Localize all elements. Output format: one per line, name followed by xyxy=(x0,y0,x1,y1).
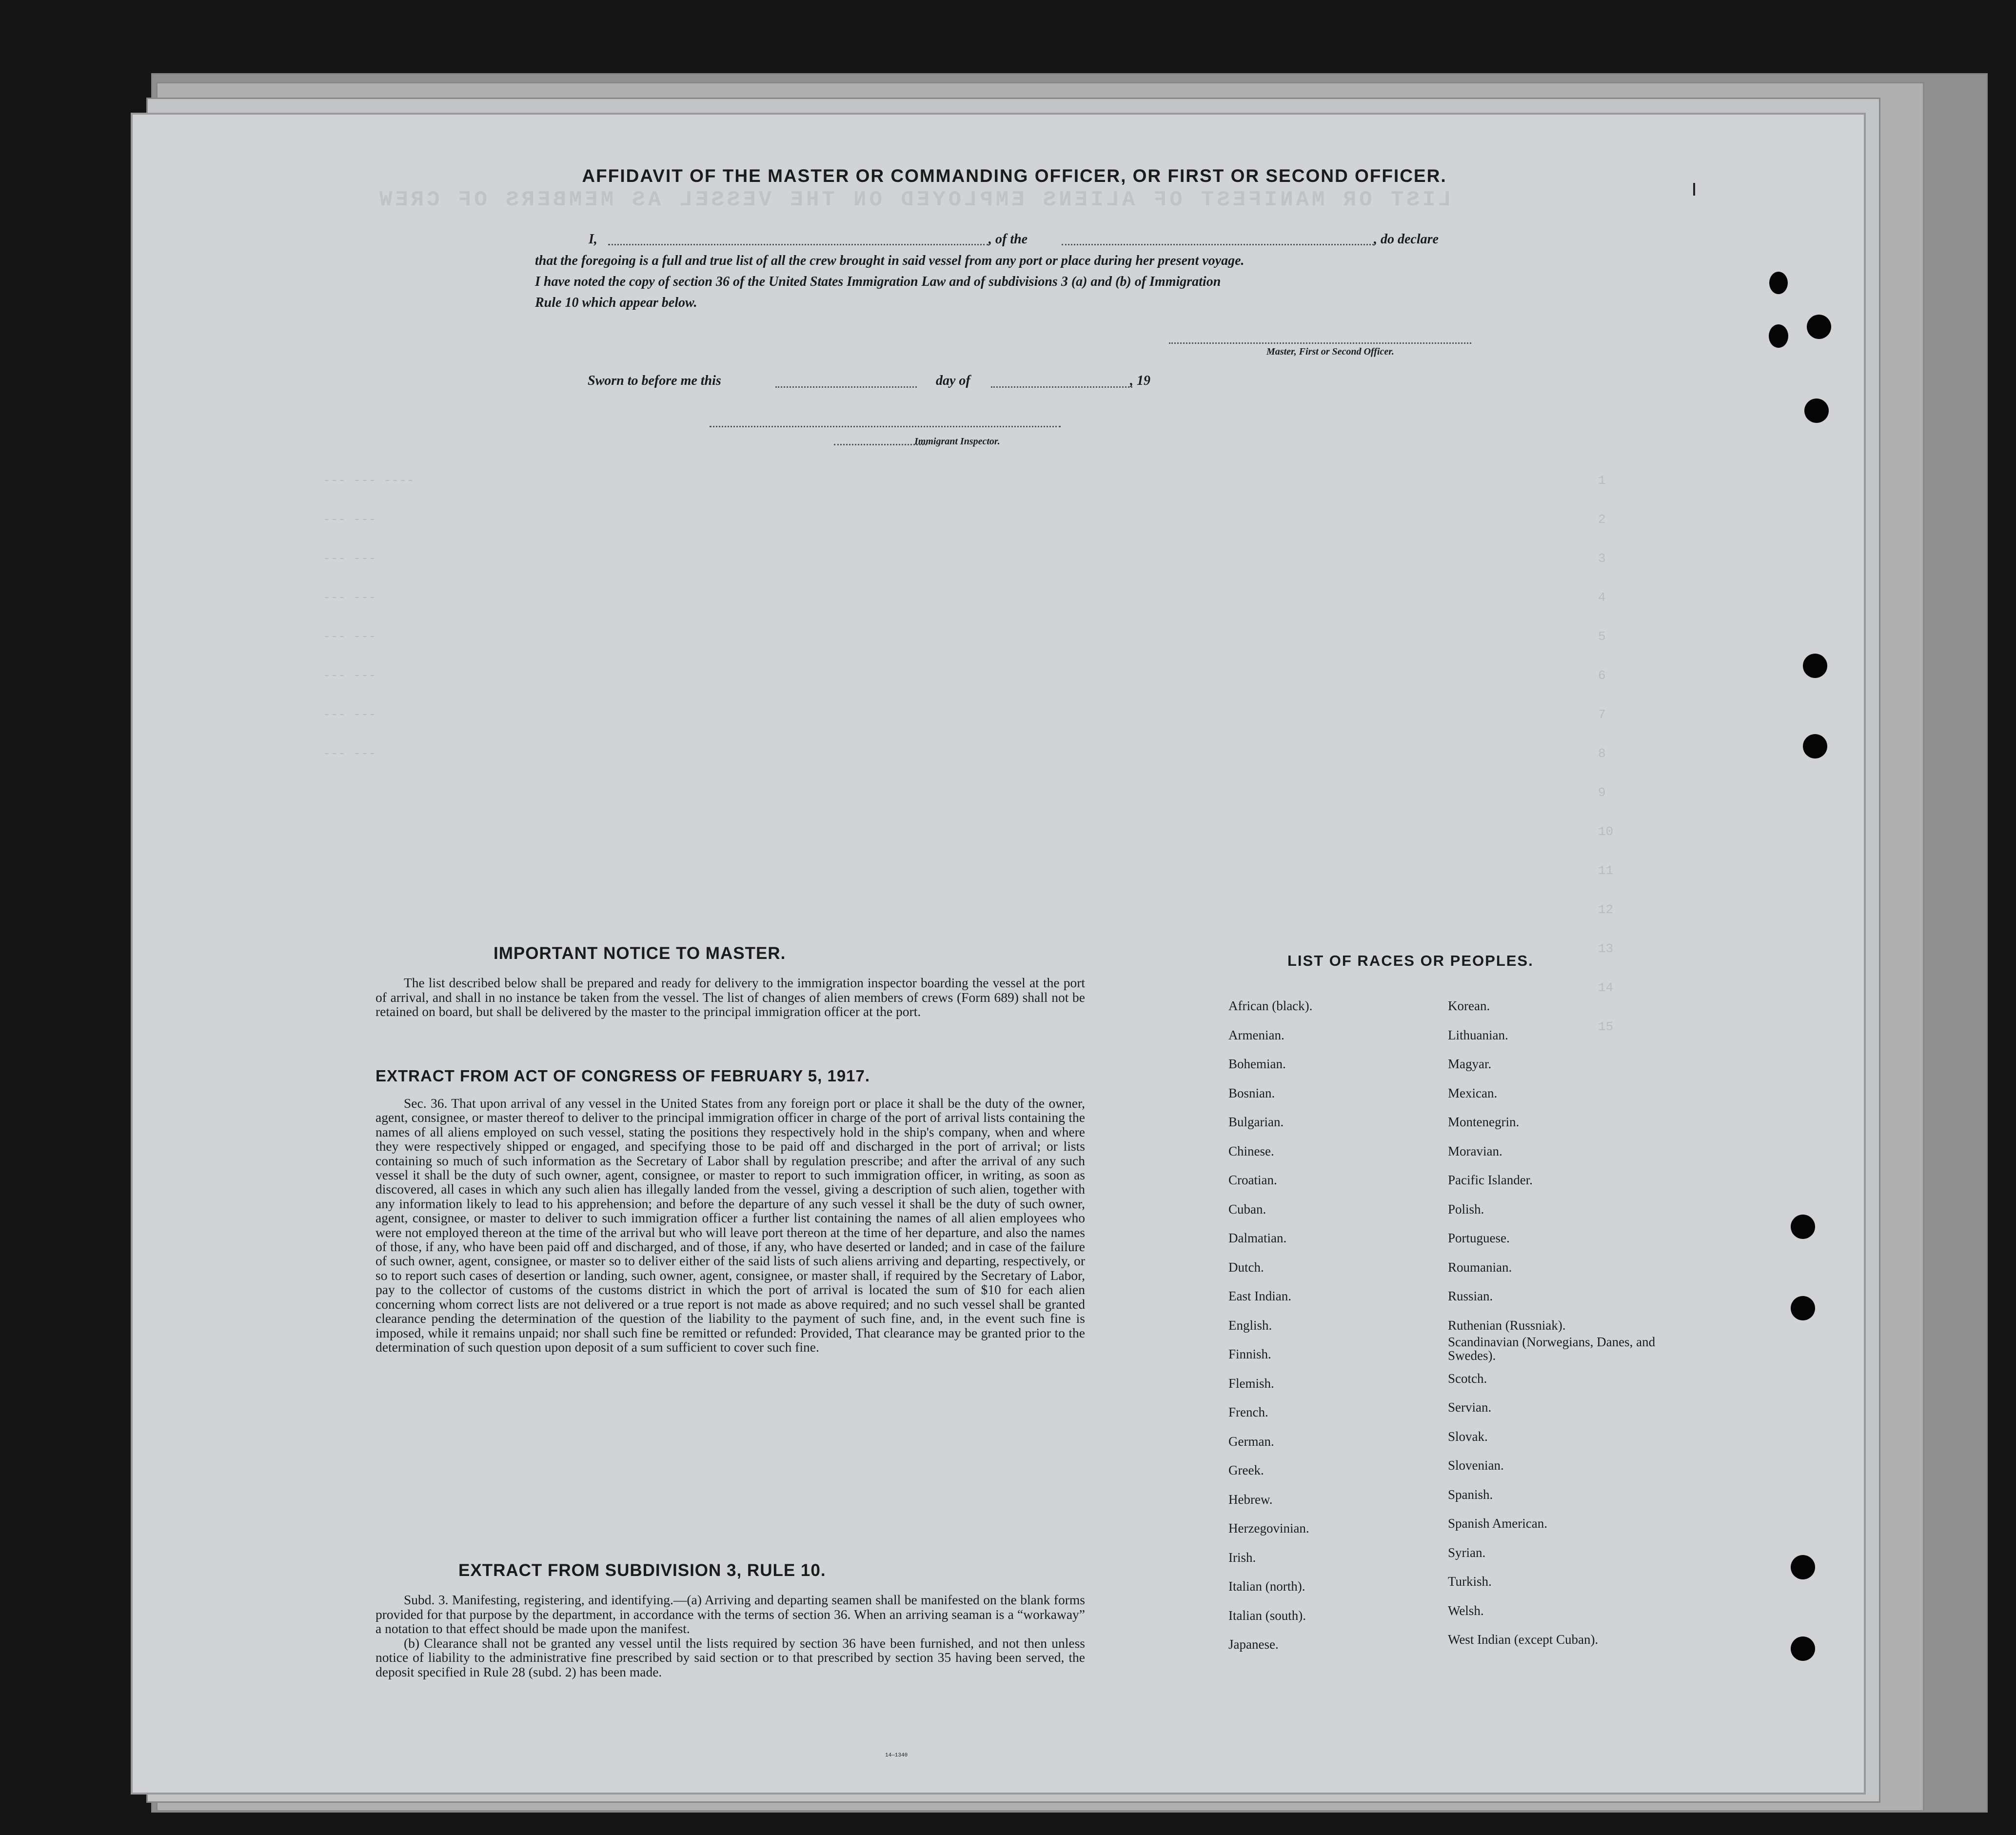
punch-hole xyxy=(1803,734,1827,758)
rule-text xyxy=(376,1593,1085,1679)
affidavit-do-declare: , do declare xyxy=(1374,232,1439,247)
sworn-month-line xyxy=(991,386,1132,388)
race-item: Finnish. xyxy=(1228,1347,1271,1361)
race-item: Flemish. xyxy=(1228,1376,1274,1391)
race-item: African (black). xyxy=(1228,998,1313,1013)
notice-text xyxy=(376,976,1085,1019)
race-item: Cuban. xyxy=(1228,1201,1266,1217)
affidavit-line-2: that the foregoing is a full and true list of all the crew brought in said vessel from any port or place during her present voyage. xyxy=(535,253,1245,268)
year-label: , 19 xyxy=(1130,373,1150,388)
punch-hole xyxy=(1791,1296,1815,1320)
race-item: Italian (north). xyxy=(1228,1579,1305,1594)
bleed-through-title: LIST OR MANIFEST OF ALIENS EMPLOYED ON THE VESSEL AS MEMBERS OF CREW xyxy=(376,188,1451,212)
day-of-label: day of xyxy=(936,373,970,388)
master-signature-line xyxy=(1169,342,1471,344)
race-item: Hebrew. xyxy=(1228,1492,1273,1507)
race-item: Portuguese. xyxy=(1448,1231,1510,1245)
race-item: Mexican. xyxy=(1448,1085,1498,1100)
punch-hole xyxy=(1803,654,1827,678)
punch-hole xyxy=(1769,272,1788,294)
master-name-line xyxy=(608,244,988,245)
punch-hole xyxy=(1791,1636,1815,1661)
race-item: Dalmatian. xyxy=(1228,1231,1287,1245)
race-item: Dutch. xyxy=(1228,1259,1264,1275)
act-paragraph: Sec. 36. That upon arrival of any vessel in the United States from any foreign port or place it shall be the duty of the owner, agent, consignee, or master thereof to deliver to the principal immigration officer in charge of the port of arrival lists containing the names of all aliens employed on such vessel, stating the positions they respectively hold in the ship's company, when and where they were respectively shipped or engaged, and specifying those to be paid off and discharged in the port of arrival; or lists containing so much of such information as the Secretary of Labor shall by regulation prescribe; and after the arrival of any such vessel it shall be the duty of such owner, agent, consignee, or master to report to such immigration officer, in writing, as soon as discovered, all cases in which any such alien has illegally landed from the vessel, giving a description of such alien, together with any information likely to lead to his apprehension; and before the departure of any such vessel it shall be the duty of such owner, agent, consignee, or master to deliver to such immigration officer a further list containing the names of all alien employees who were not employed thereon at the time of the arrival but who will leave port thereon at the time of her departure, and also the names of those, if any, who have been paid off and discharged, and of those, if any, who have deserted or landed; and in case of the failure of such owner, agent, consignee, or master so to deliver either of the said lists of such aliens arriving and departing, respectively, or so to report such cases of desertion or landing, such owner, agent, consignee, or master shall, if required by the Secretary of Labor, pay to the collector of customs of the customs district in which the port of arrival is located the sum of $10 for each alien concerning whom correct lists are not delivered or a true report is not made as above required; and no such vessel shall be granted clearance pending the determination of the question of the liability to the payment of such fine, and, in the event such fine is imposed, while it remains unpaid; nor shall such fine be remitted or refunded: Provided, That clearance may be granted prior to the determination of such question upon deposit of a sum sufficient to cover such fine. xyxy=(376,1096,1085,1355)
race-item: Lithuanian. xyxy=(1448,1027,1508,1042)
form-number: 14—1340 xyxy=(885,1753,908,1758)
punch-hole xyxy=(1807,315,1831,339)
race-item: Bohemian. xyxy=(1228,1057,1286,1071)
race-item: West Indian (except Cuban). xyxy=(1448,1632,1599,1647)
races-title: LIST OF RACES OR PEOPLES. xyxy=(1287,952,1534,969)
rule-paragraph-b: (b) Clearance shall not be granted any vessel until the lists required by section 36 have been furnished, and not then unless notice of liability to the administrative fine prescribed by said section or to that prescribed by section 35 having been served, the deposit specified in Rule 28 (subd. 2) has been made. xyxy=(376,1635,1085,1679)
punch-hole xyxy=(1791,1215,1815,1239)
race-item: Welsh. xyxy=(1448,1603,1484,1618)
notice-paragraph: The list described below shall be prepared and ready for delivery to the immigration inspector boarding the vessel at the port of arrival, and shall in no instance be taken from the vessel. The list of changes of alien members of crews (Form 689) shall not be retained on board, but shall be delivered by the master to the principal immigration officer at the port. xyxy=(376,975,1085,1019)
race-item: Magyar. xyxy=(1448,1057,1492,1071)
race-item: Slovak. xyxy=(1448,1429,1488,1444)
race-item: Spanish. xyxy=(1448,1487,1493,1502)
affidavit-line-4: Rule 10 which appear below. xyxy=(535,295,697,310)
inspector-caption-dots xyxy=(834,444,927,445)
race-item: Pacific Islander. xyxy=(1448,1173,1533,1187)
vessel-name-line xyxy=(1062,244,1374,245)
race-item: Moravian. xyxy=(1448,1143,1502,1158)
sworn-day-line xyxy=(775,386,917,388)
race-item: Ruthenian (Russniak). xyxy=(1448,1317,1566,1333)
affidavit-title: AFFIDAVIT OF THE MASTER OR COMMANDING OFFICER, OR FIRST OR SECOND OFFICER. xyxy=(582,166,1447,186)
manifest-page xyxy=(133,115,1864,1793)
race-item: Turkish. xyxy=(1448,1574,1492,1589)
race-item: Spanish American. xyxy=(1448,1516,1547,1531)
race-item: Croatian. xyxy=(1228,1173,1277,1187)
race-item: Roumanian. xyxy=(1448,1259,1512,1275)
race-item: Servian. xyxy=(1448,1400,1492,1415)
race-item: Polish. xyxy=(1448,1201,1484,1217)
races-left-column xyxy=(1228,992,1312,1659)
race-item: Slovenian. xyxy=(1448,1458,1504,1473)
race-item: Syrian. xyxy=(1448,1545,1486,1560)
races-right-column xyxy=(1448,992,1677,1655)
punch-hole xyxy=(1769,324,1788,348)
master-signature-caption: Master, First or Second Officer. xyxy=(1266,346,1394,357)
punch-hole xyxy=(1804,399,1829,423)
race-item: Bosnian. xyxy=(1228,1085,1275,1100)
race-item: German. xyxy=(1228,1434,1274,1449)
act-title: EXTRACT FROM ACT OF CONGRESS OF FEBRUARY 5, 1917. xyxy=(376,1067,870,1085)
punch-hole xyxy=(1791,1555,1815,1579)
affidavit-of-the: , of the xyxy=(988,232,1028,247)
race-item: Herzegovinian. xyxy=(1228,1521,1309,1536)
notice-title: IMPORTANT NOTICE TO MASTER. xyxy=(494,944,786,963)
race-item: Greek. xyxy=(1228,1463,1264,1477)
race-item: East Indian. xyxy=(1228,1289,1291,1303)
affidavit-line-3: I have noted the copy of section 36 of the United States Immigration Law and of subdivisions 3 (a) and (b) of Immigration xyxy=(535,274,1221,289)
inspector-caption: Immigrant Inspector. xyxy=(914,436,1000,447)
inspector-signature-line xyxy=(710,426,1061,427)
rule-paragraph-a: Subd. 3. Manifesting, registering, and identifying.—(a) Arriving and departing seamen shall be manifested on the blank forms provided for that purpose by the department, in accordance with the terms of section 36. When an arriving seaman is a “workaway” a notation to that effect should be made upon the manifest. xyxy=(376,1592,1085,1636)
race-item: French. xyxy=(1228,1405,1268,1419)
race-item: Chinese. xyxy=(1228,1143,1274,1158)
race-item: Russian. xyxy=(1448,1289,1493,1303)
race-item: Irish. xyxy=(1228,1550,1256,1565)
rule-title: EXTRACT FROM SUBDIVISION 3, RULE 10. xyxy=(458,1561,826,1580)
affidavit-i: I, xyxy=(589,232,597,247)
race-item: English. xyxy=(1228,1317,1272,1333)
act-text xyxy=(376,1096,1085,1354)
race-item: Montenegrin. xyxy=(1448,1115,1520,1129)
race-item: Korean. xyxy=(1448,998,1490,1013)
race-item: Scotch. xyxy=(1448,1371,1487,1386)
race-item: Armenian. xyxy=(1228,1027,1285,1042)
race-item: Scandinavian (Norwegians, Danes, and Swedes). xyxy=(1448,1335,1656,1363)
race-item: Italian (south). xyxy=(1228,1608,1306,1623)
margin-mark xyxy=(1693,183,1695,196)
bleed-through-rows: 1 2 3 4 5 6 7 8 9 10 11 12 13 14 15 --- --- ---- --- --- --- --- --- --- --- --- --- --- --- --- --- --- xyxy=(323,473,1614,1034)
race-item: Bulgarian. xyxy=(1228,1115,1284,1129)
sworn-label: Sworn to before me this xyxy=(588,373,721,388)
race-item: Japanese. xyxy=(1228,1637,1279,1652)
